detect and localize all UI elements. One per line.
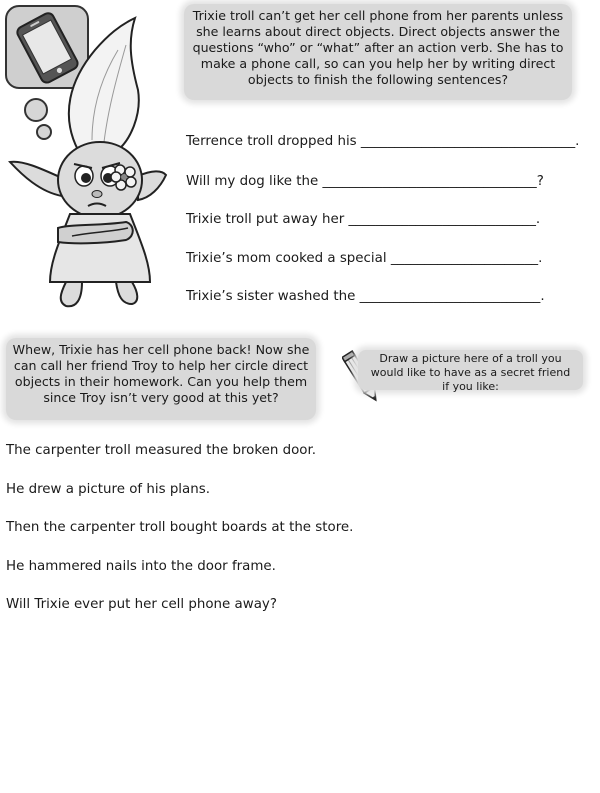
fill-in-sentence-4: Trixie’s mom cooked a special ______________________. — [186, 251, 543, 266]
circle-sentence-1: The carpenter troll measured the broken door. — [6, 443, 317, 458]
sentence-text: Terrence troll dropped his — [186, 134, 361, 149]
instructions-text: Trixie troll can’t get her cell phone from her parents unless she learns about direct objects. Direct objects answer the questions “who” or “what” after an action verb. She has to make a phone call, so can you help her by writing direct objects to finish the following sentences? — [192, 8, 564, 87]
circle-sentence-4: He hammered nails into the door frame. — [6, 559, 276, 574]
drawing-prompt-text: Draw a picture here of a troll you would like to have as a secret friend if you like: — [370, 352, 571, 393]
sentence-text: Trixie’s mom cooked a special — [186, 251, 391, 266]
answer-blank[interactable]: ________________________________ — [322, 174, 537, 189]
circle-sentence-5: Will Trixie ever put her cell phone away? — [6, 597, 277, 612]
homework-instructions-box — [6, 338, 316, 420]
homework-instructions-text: Whew, Trixie has her cell phone back! Now she can call her friend Troy to help her circle direct objects in their homework. Can you help them since Troy isn’t very good at this yet? — [12, 342, 310, 405]
circle-sentence-3: Then the carpenter troll bought boards at the store. — [6, 520, 354, 535]
fill-in-sentence-5: Trixie’s sister washed the ___________________________. — [186, 289, 545, 304]
sentence-text: Will my dog like the — [186, 174, 323, 189]
sentence-text: Trixie troll put away her — [186, 212, 349, 227]
answer-blank[interactable]: ___________________________ — [359, 289, 541, 304]
fill-in-sentence-2: Will my dog like the ________________________________? — [186, 174, 544, 189]
fill-in-sentence-3: Trixie troll put away her ____________________________. — [186, 212, 541, 227]
answer-blank[interactable]: ________________________________ — [360, 134, 576, 149]
answer-blank[interactable]: ______________________ — [390, 251, 539, 266]
sentence-text: Trixie’s sister washed the — [186, 289, 360, 304]
answer-blank[interactable]: ____________________________ — [348, 212, 536, 227]
drawing-prompt-box — [358, 350, 583, 393]
circle-sentence-2: He drew a picture of his plans. — [6, 482, 210, 497]
instructions-box — [184, 4, 572, 100]
troll-illustration — [0, 0, 180, 315]
fill-in-sentence-1: Terrence troll dropped his ________________________________. — [186, 134, 580, 149]
